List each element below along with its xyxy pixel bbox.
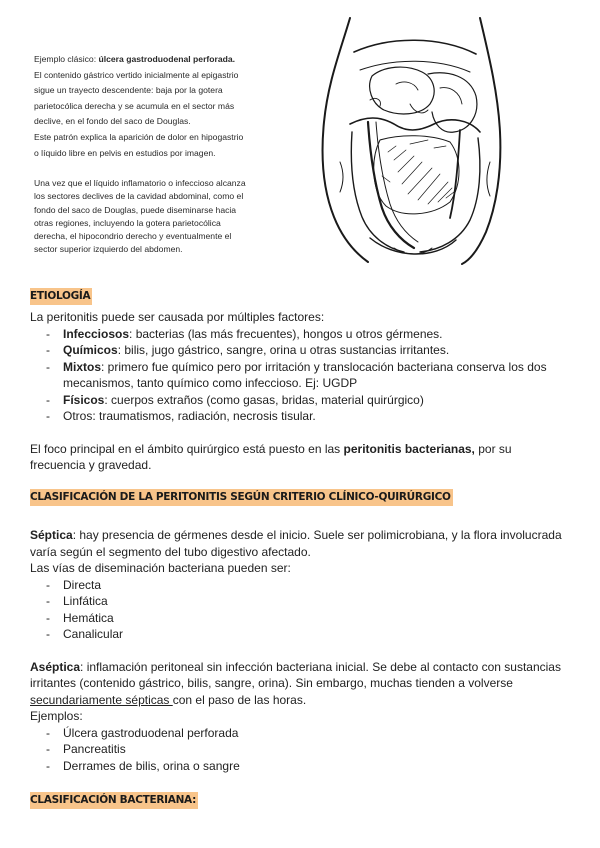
ejemplos-list xyxy=(30,725,570,775)
vias-list xyxy=(30,577,570,643)
section-heading-etiologia: ETIOLOGÍA xyxy=(30,289,94,304)
list-item: - Directa xyxy=(30,577,570,594)
intro-p2-line: derecha, el hipocondrio derecho y eventualmente el xyxy=(34,230,232,241)
intro-paragraph-2 xyxy=(34,177,296,256)
vias-intro: Las vías de diseminación bacteriana pueden ser: xyxy=(30,561,291,575)
etiologia-intro: La peritonitis puede ser causada por múltiples factores: xyxy=(30,310,325,324)
list-item: - Físicos: cuerpos extraños (como gasas, bridas, material quirúrgico) xyxy=(30,392,570,409)
list-item: - Derrames de bilis, orina o sangre xyxy=(30,758,570,775)
abdomen-illustration xyxy=(310,12,508,266)
list-item: - Úlcera gastroduodenal perforada xyxy=(30,725,570,742)
intro-line: declive, en el fondo del saco de Douglas. xyxy=(34,116,191,127)
list-item: - Mixtos: primero fue químico pero por irritación y translocación bacteriana conserva los dos mecanismos, tanto químico como infeccioso. Ej: UGDP xyxy=(30,359,570,392)
intro-p2-line: otras regiones, incluyendo la gotera parietocólica xyxy=(34,217,221,228)
list-item: - Infecciosos: bacterias (las más frecuentes), hongos u otros gérmenes. xyxy=(30,326,570,343)
list-item: - Canalicular xyxy=(30,626,570,643)
etiologia-focus: El foco principal en el ámbito quirúrgico está puesto en las peritonitis bacterianas, por su frecuencia y gravedad. xyxy=(30,441,512,472)
intro-p2-line: Una vez que el líquido inflamatorio o infeccioso alcanza xyxy=(34,178,246,189)
intro-p2-line: sector superior izquierdo del abdomen. xyxy=(34,244,183,255)
intro-p2-line: los sectores declives de la cavidad abdominal, como el xyxy=(34,191,244,202)
intro-line: Este patrón explica la aparición de dolor en hipogastrio xyxy=(34,131,244,142)
intro-line: sigue un trayecto descendente: baja por la gotera xyxy=(34,85,223,96)
list-item: - Pancreatitis xyxy=(30,741,570,758)
aseptica-paragraph: Aséptica: inflamación peritoneal sin infección bacteriana inicial. Se debe al contacto con sustancias irritantes (contenido gástrico, bilis, sangre, orina). Sin embargo, muchas tienden a volverse secundariamente sépticas con el paso de las horas. xyxy=(30,659,561,707)
intro-block xyxy=(34,52,296,256)
intro-line: El contenido gástrico vertido inicialmente al epigastrio xyxy=(34,69,239,80)
list-item: - Linfática xyxy=(30,593,570,610)
section-heading-bacteriana: CLASIFICACIÓN BACTERIANA: xyxy=(30,793,200,808)
etiologia-body xyxy=(30,309,570,474)
list-item: - Químicos: bilis, jugo gástrico, sangre, orina u otras sustancias irritantes. xyxy=(30,342,570,359)
intro-lead: Ejemplo clásico: úlcera gastroduodenal perforada. xyxy=(34,54,236,64)
list-item: - Otros: traumatismos, radiación, necrosis tisular. xyxy=(30,408,570,425)
section-heading-clasificacion: CLASIFICACIÓN DE LA PERITONITIS SEGÚN CRITERIO CLÍNICO-QUIRÚRGICO xyxy=(30,490,455,505)
intro-line: parietocólica derecha y se acumula en el sector más xyxy=(34,100,235,111)
intro-lead-bold: úlcera gastroduodenal perforada. xyxy=(98,54,236,64)
ejemplos-label: Ejemplos: xyxy=(30,709,83,723)
intro-p2-line: fondo del saco de Douglas, puede diseminarse hacia xyxy=(34,204,237,215)
etiologia-list xyxy=(30,326,570,425)
septica-paragraph: Séptica: hay presencia de gérmenes desde el inicio. Suele ser polimicrobiana, y la flora involucrada varía según el segmento del tubo digestivo afectado. xyxy=(30,528,562,559)
clasificacion-body xyxy=(30,527,570,774)
intro-line: o líquido libre en pelvis en estudios por imagen. xyxy=(34,147,216,158)
list-item: - Hemática xyxy=(30,610,570,627)
